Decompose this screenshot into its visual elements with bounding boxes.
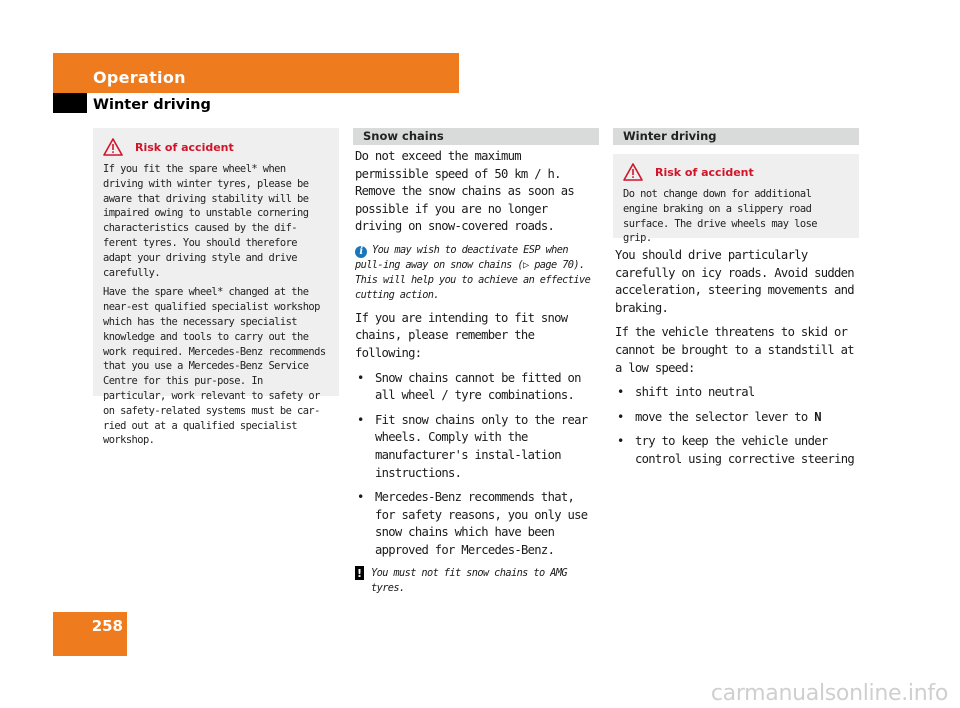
winter-driving-para: You should drive particularly carefully on icy roads. Avoid sudden acceleration, steering movements and braking. (615, 248, 854, 315)
list-item: • Mercedes-Benz recommends that, for safety reasons, you only use snow chains which have been approved for Mercedes-Benz. (355, 489, 599, 559)
snow-chains-section (355, 148, 599, 603)
subsection-title: Winter driving (93, 97, 211, 113)
winter-driving-bullet-list (615, 384, 859, 468)
warning-paragraph: Have the spare wheel* changed at the near-est qualified specialist workshop which has the necessary specialist knowledge and tools to carry out the work required. Mercedes-Benz recommends that you use a Mercedes-Benz Service Centre for this pur-pose. In particular, work relevant to safety or on safety-related systems must be car-ried out at a qualified specialist workshop. (103, 286, 326, 447)
winter-driving-para: If the vehicle threatens to skid or cannot be brought to a standstill at a low speed: (615, 325, 854, 375)
caution-note (355, 566, 599, 596)
list-item: • move the selector lever to N (615, 409, 859, 427)
warning-triangle-icon (623, 163, 643, 181)
list-item: • Fit snow chains only to the rear wheels. Comply with the manufacturer's instal-lation instructions. (355, 412, 599, 482)
info-note (355, 243, 599, 303)
selector-position: N (814, 409, 821, 424)
fitting-intro: If you are intending to fit snow chains, please remember the following: (355, 310, 568, 360)
winter-driving-section (615, 247, 859, 476)
page-number: 258 (91, 617, 123, 635)
snow-chains-heading: Snow chains (353, 128, 599, 145)
snow-chains-intro: Do not exceed the maximum permissible speed of 50 km / h. Remove the snow chains as soon as possible if you are no longer driving on snow-covered roads. (355, 149, 575, 234)
info-note-text: i You may wish to deactivate ESP when pull-ing away on snow chains (▷ page 70). This will help you to achieve an effective cutting action. (355, 243, 591, 301)
warning-paragraph: If you fit the spare wheel* when driving with winter tyres, please be aware that driving stability will be impaired owing to unstable cornering characteristics caused by the dif-ferent tyres. You should therefore adapt your driving style and drive carefully. (103, 163, 309, 279)
warning-title: Risk of accident (135, 140, 234, 154)
warning-paragraph: Do not change down for additional engine braking on a slippery road surface. The drive wheels may lose grip. (623, 188, 817, 245)
snow-chains-bullet-list (355, 370, 599, 560)
section-title: Operation (93, 68, 186, 87)
caution-note-text: You must not fit snow chains to AMG tyres. (371, 567, 567, 595)
page-number-tab (53, 612, 127, 656)
list-item: • try to keep the vehicle under control using corrective steering (615, 433, 859, 468)
warning-heading (623, 163, 849, 181)
page-reference-arrow-icon: ▷ (522, 259, 529, 272)
warning-title: Risk of accident (655, 165, 754, 179)
info-icon: i (355, 246, 367, 258)
warning-triangle-icon (103, 138, 123, 156)
exclamation-icon: ! (356, 566, 363, 580)
engine-braking-warning-box (613, 154, 859, 245)
spare-wheel-warning-box (93, 128, 339, 447)
list-item: • Snow chains cannot be fitted on all wheel / tyre combinations. (355, 370, 599, 405)
section-marker (53, 93, 87, 113)
warning-heading (103, 138, 329, 156)
watermark: carmanualsonline.info (710, 681, 948, 706)
winter-driving-heading: Winter driving (613, 128, 859, 145)
list-item: • shift into neutral (615, 384, 859, 402)
